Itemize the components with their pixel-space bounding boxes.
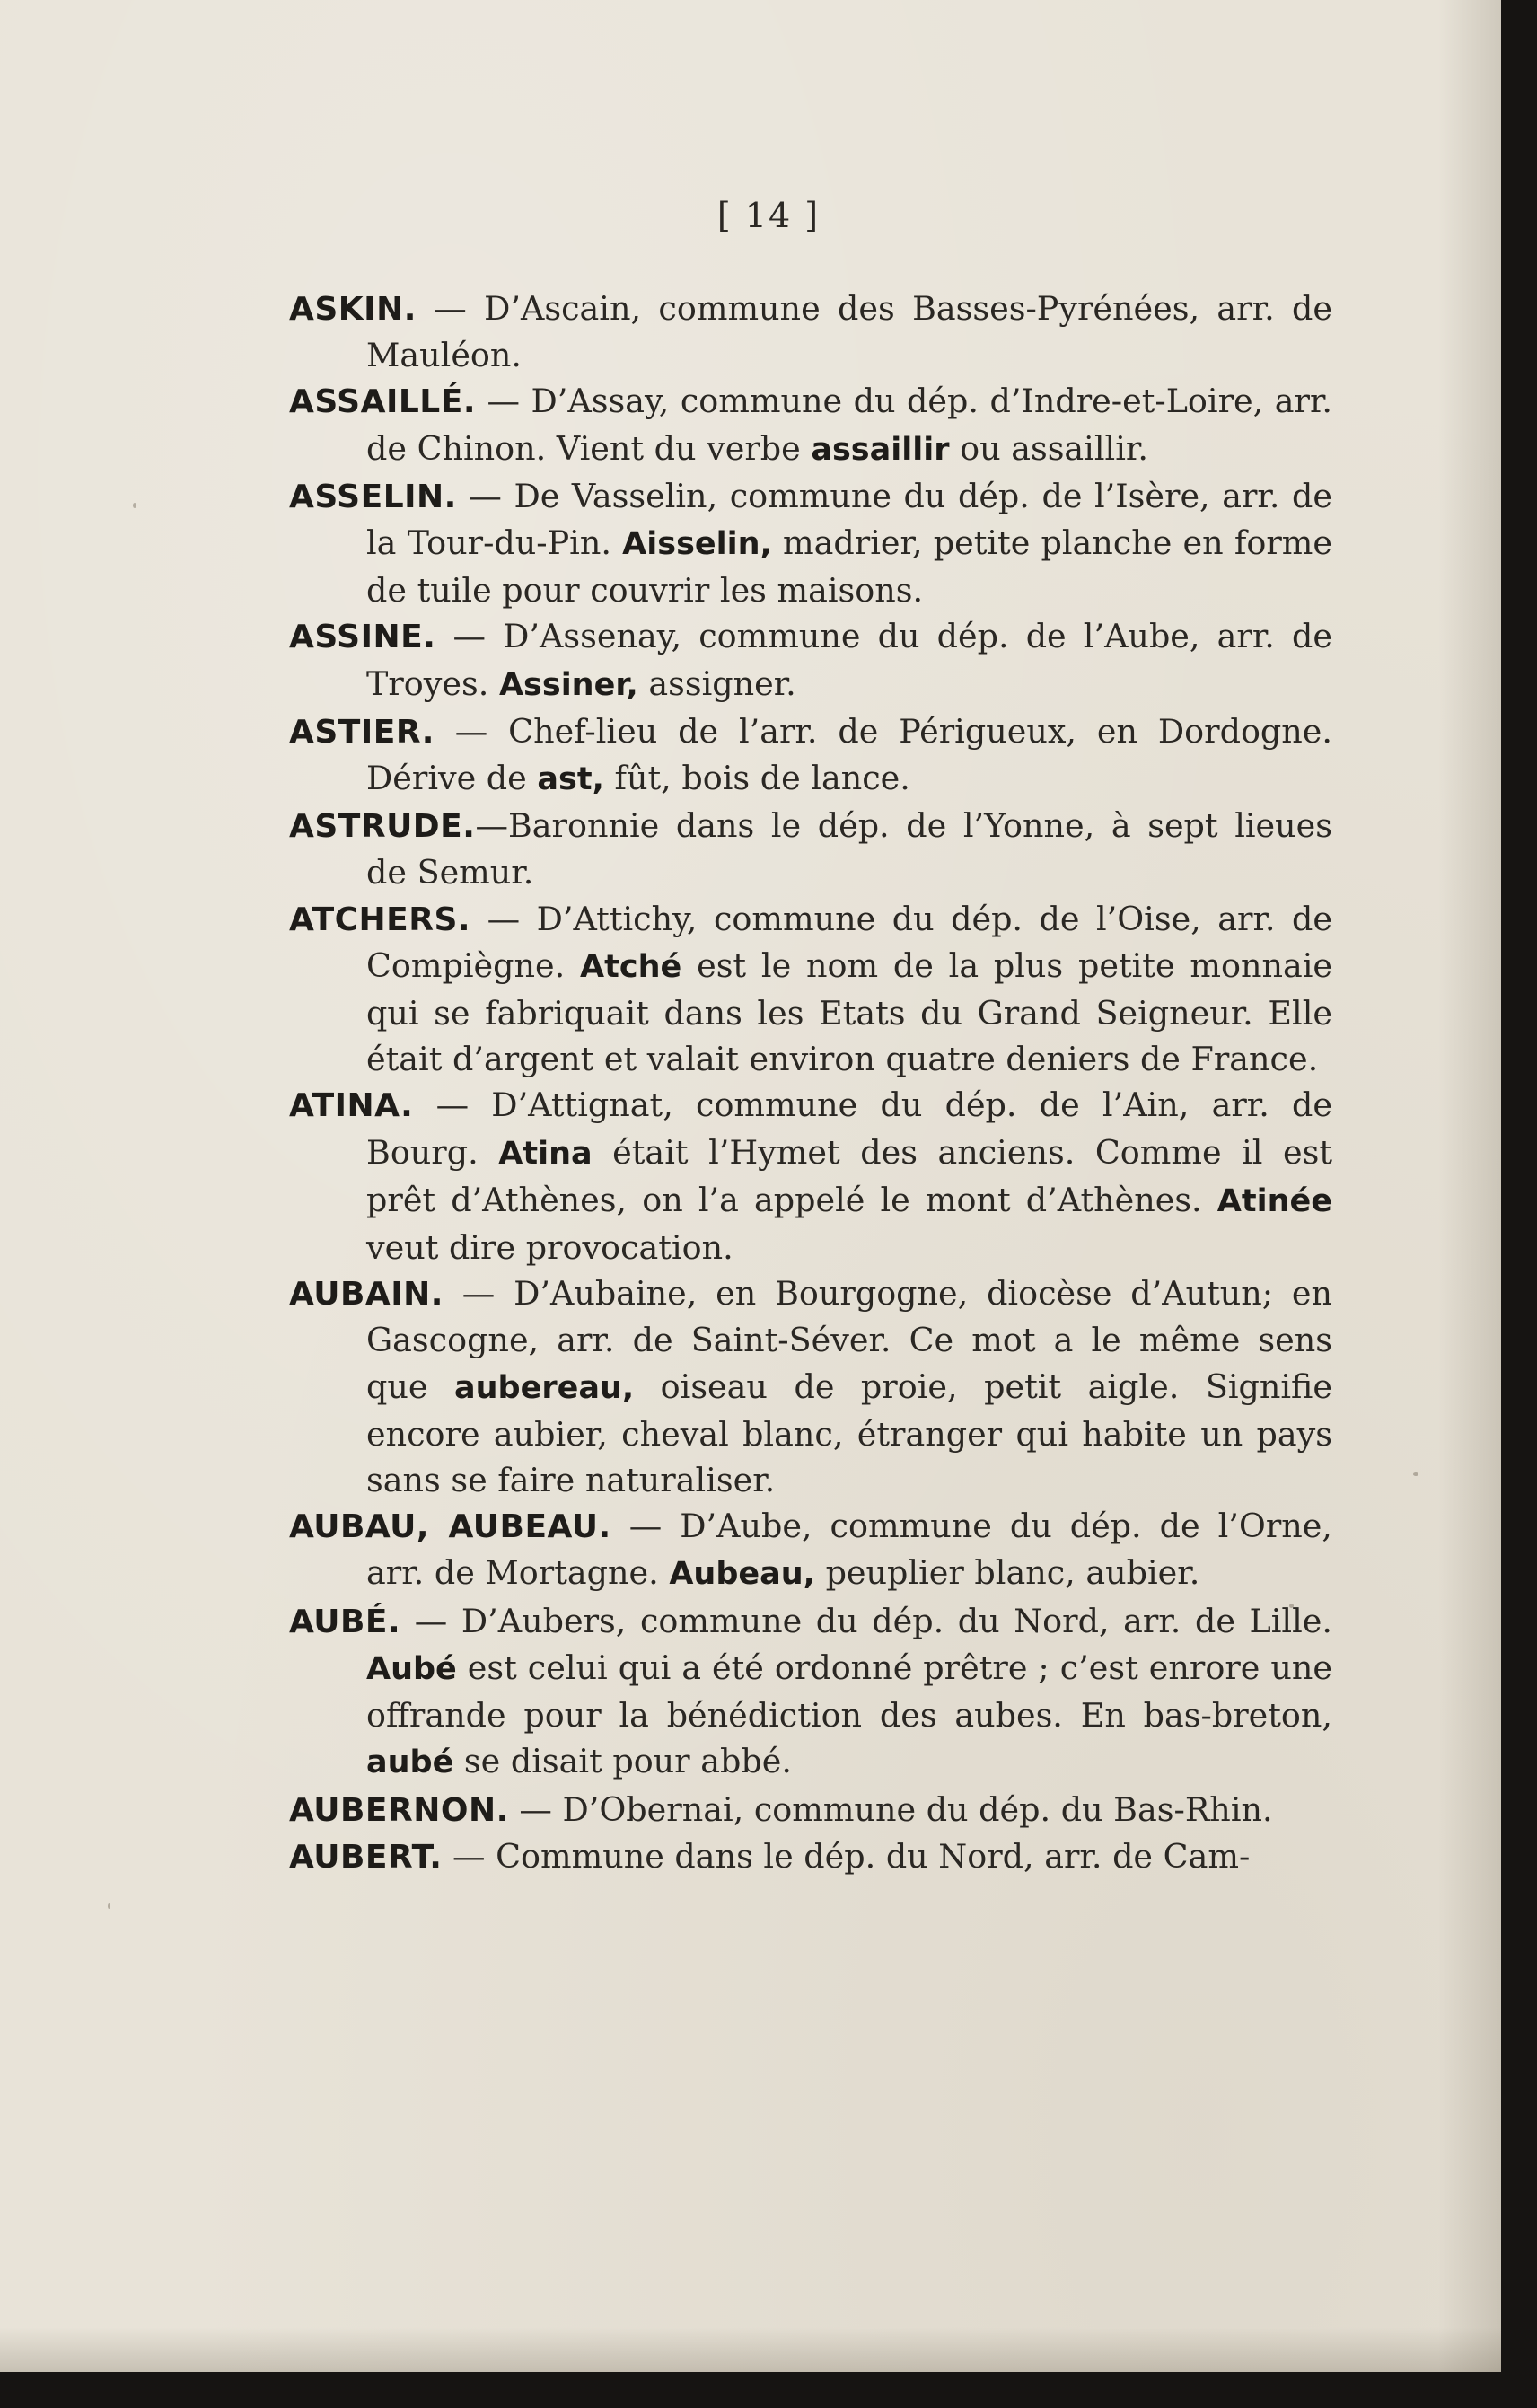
entry-text: se disait pour abbé.	[453, 1742, 792, 1781]
dictionary-entry	[289, 1833, 1332, 1880]
entry-text: — D’Attignat, commune du dép. de l’Ain, arr. de Bourg.	[366, 1085, 1332, 1172]
entry-text: veut dire provocation.	[366, 1228, 733, 1268]
paper-speck	[108, 1903, 110, 1909]
page-number: [ 14 ]	[716, 196, 821, 235]
entry-text: était l’Hymet des anciens. Comme il est prêt d’Athènes, on l’a appelé le mont d’Athènes.	[366, 1132, 1332, 1219]
entry-bold-term: Atché	[580, 948, 682, 985]
entry-headword: ASKIN.	[289, 291, 417, 328]
entry-text: ou assaillir.	[949, 428, 1148, 468]
entry-text: — Commune dans le dép. du Nord, arr. de Cam-	[442, 1836, 1251, 1876]
entry-text: est le nom de la plus petite monnaie qui se fabriquait dans les Etats du Grand Seigneur. Elle était d’argent et valait environ quatre deniers de France.	[366, 945, 1332, 1079]
entry-text: — D’Aubers, commune du dép. du Nord, arr. de Lille.	[400, 1601, 1332, 1640]
entry-headword: AUBÉ.	[289, 1603, 401, 1640]
entry-text: — D’Assenay, commune du dép. de l’Aube, arr. de Troyes.	[366, 617, 1332, 703]
entry-text: assigner.	[637, 664, 796, 703]
dictionary-entry	[289, 708, 1332, 803]
entry-bold-term: Atina	[498, 1135, 593, 1172]
dictionary-entry	[289, 613, 1332, 707]
entry-text: est celui qui a été ordonné prêtre ; c’est enrore une offrande pour la bénédiction des aubes. En bas-breton,	[366, 1648, 1332, 1736]
entry-text: — D’Ascain, commune des Basses-Pyrénées, arr. de Mauléon.	[366, 289, 1332, 375]
entry-text: — D’Obernai, commune du dép. du Bas-Rhin.	[508, 1789, 1273, 1829]
entry-text: —Baronnie dans le dép. de l’Yonne, à sept lieues de Semur.	[366, 806, 1332, 892]
entry-headword: ATCHERS.	[289, 901, 471, 938]
dictionary-entry	[289, 1503, 1332, 1597]
entry-headword: ASSINE.	[289, 619, 436, 656]
paper-speck	[1413, 1472, 1418, 1476]
entry-headword: ASSELIN.	[289, 478, 457, 515]
dictionary-entry	[289, 1270, 1332, 1503]
entry-headword: AUBAU, AUBEAU.	[289, 1508, 611, 1546]
dictionary-entry	[289, 1598, 1332, 1787]
entry-text: madrier, petite planche en forme de tuile pour couvrir les maisons.	[366, 523, 1333, 611]
entry-text: fût, bois de lance.	[603, 759, 910, 798]
entry-text: — De Vasselin, commune du dép. de l’Isère, arr. de la Tour-du-Pin.	[366, 476, 1332, 563]
paper-speck	[133, 503, 136, 508]
entry-headword: ASTRUDE.	[289, 808, 476, 846]
entry-bold-term: assaillir	[811, 431, 950, 468]
dictionary-entries	[289, 286, 1332, 1880]
entry-headword: AUBERNON.	[289, 1791, 509, 1829]
entry-bold-term: aubé	[366, 1744, 454, 1781]
entry-bold-term: ast,	[537, 761, 604, 798]
entry-text: — D’Aube, commune du dép. de l’Orne, arr. de Mortagne.	[366, 1507, 1332, 1593]
entry-text: — D’Attichy, commune du dép. de l’Oise, arr. de Compiègne.	[366, 899, 1332, 985]
dictionary-entry	[289, 896, 1332, 1083]
entry-bold-term: Assiner,	[498, 666, 638, 703]
entry-text: oiseau de proie, petit aigle. Signifie encore aubier, cheval blanc, étranger qui habite un pays sans se faire naturaliser.	[366, 1367, 1332, 1500]
entry-headword: ASSAILLÉ.	[289, 383, 477, 421]
entry-headword: AUBAIN.	[289, 1276, 444, 1314]
entry-bold-term: Aubé	[366, 1650, 457, 1687]
entry-bold-term: Aubeau,	[669, 1556, 815, 1593]
entry-text: peuplier blanc, aubier.	[814, 1553, 1200, 1593]
entry-headword: ASTIER.	[289, 713, 435, 751]
dictionary-entry	[289, 1082, 1332, 1270]
entry-bold-term: aubereau,	[454, 1369, 635, 1406]
entry-text: — Chef-lieu de l’arr. de Périgueux, en Dordogne. Dérive de	[366, 711, 1332, 798]
dictionary-entry	[289, 1787, 1332, 1833]
entry-bold-term: Aisselin,	[622, 526, 772, 563]
entry-bold-term: Atinée	[1216, 1182, 1332, 1219]
dictionary-entry	[289, 378, 1332, 472]
entry-headword: AUBERT.	[289, 1838, 443, 1876]
dictionary-entry	[289, 286, 1332, 378]
page-bottom-shadow	[0, 2327, 1501, 2372]
dictionary-entry	[289, 803, 1332, 895]
entry-headword: ATINA.	[289, 1087, 414, 1125]
page-edge-shadow	[1438, 0, 1501, 2372]
entry-text: — D’Aubaine, en Bourgogne, diocèse d’Autun; en Gascogne, arr. de Saint-Séver. Ce mot a le même sens que	[366, 1274, 1332, 1406]
entry-text: — D’Assay, commune du dép. d’Indre-et-Loire, arr. de Chinon. Vient du verbe	[366, 382, 1332, 468]
dictionary-entry	[289, 473, 1332, 614]
